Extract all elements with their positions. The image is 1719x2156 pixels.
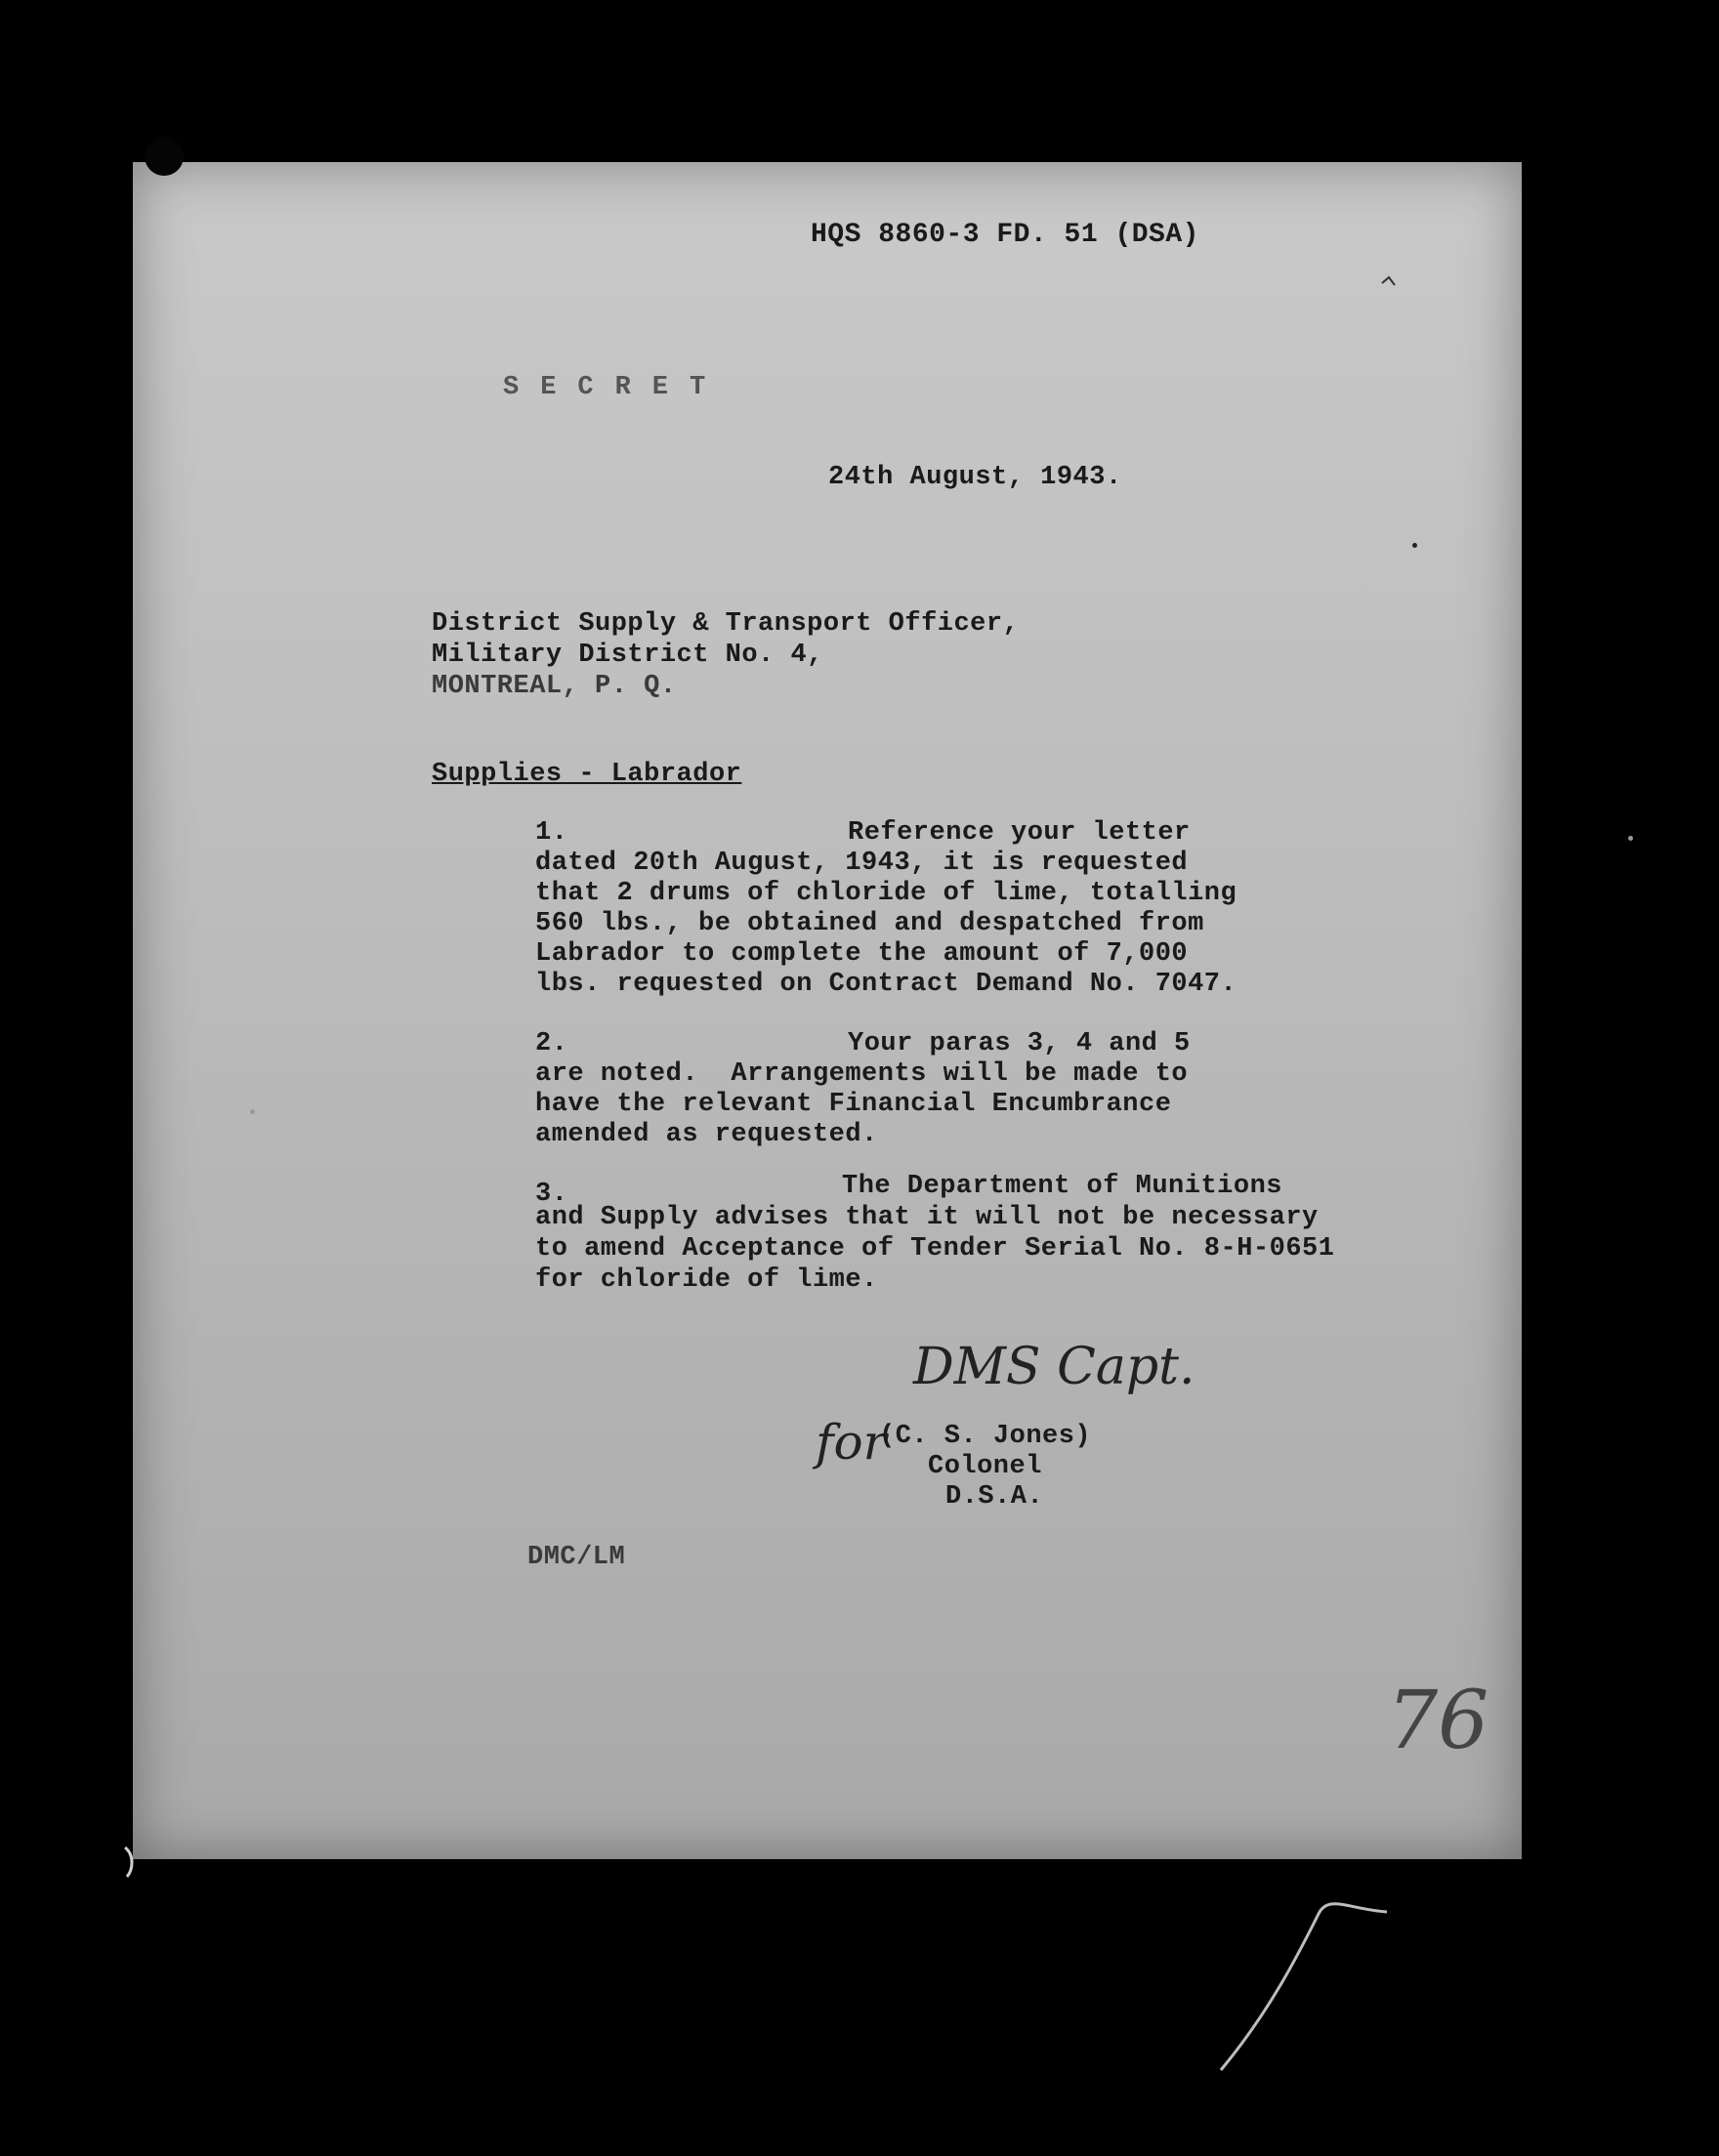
addressee-line-2: Military District No. 4, xyxy=(432,641,823,670)
page-number: 76 xyxy=(1387,1675,1489,1767)
paragraph-1-line: lbs. requested on Contract Demand No. 7047. xyxy=(535,970,1237,999)
paragraph-2-line: have the relevant Financial Encumbrance xyxy=(535,1090,1172,1119)
paragraph-3-line: and Supply advises that it will not be necessary xyxy=(535,1203,1319,1232)
paragraph-1-line: 560 lbs., be obtained and despatched from xyxy=(535,909,1204,938)
paragraph-2-number: 2. xyxy=(535,1029,568,1058)
letter-date: 24th August, 1943. xyxy=(828,463,1122,492)
handwritten-initials: DMS Capt. xyxy=(913,1338,1195,1396)
paragraph-1-line: dated 20th August, 1943, it is requested xyxy=(535,849,1189,878)
file-reference: HQS 8860-3 FD. 51 (DSA) xyxy=(811,220,1199,250)
paragraph-2-line: are noted. Arrangements will be made to xyxy=(535,1059,1189,1089)
signatory-rank: Colonel xyxy=(928,1452,1042,1481)
handwritten-for: for xyxy=(816,1414,887,1471)
scan-speck xyxy=(1628,836,1633,841)
paragraph-1-line: Labrador to complete the amount of 7,000 xyxy=(535,939,1189,969)
subject-line: Supplies - Labrador xyxy=(432,760,742,789)
paragraph-3-number: 3. xyxy=(535,1180,568,1209)
paragraph-2-first-line: Your paras 3, 4 and 5 xyxy=(848,1029,1191,1058)
signatory-office: D.S.A. xyxy=(945,1482,1044,1512)
paragraph-3-line: to amend Acceptance of Tender Serial No. 8-H-0651 xyxy=(535,1234,1335,1264)
addressee-line-3: MONTREAL, P. Q. xyxy=(432,672,677,701)
scan-speck xyxy=(1412,543,1417,548)
classification-label: SECRET xyxy=(503,373,728,402)
paragraph-2-line: amended as requested. xyxy=(535,1120,878,1149)
paragraph-1-first-line: Reference your letter xyxy=(848,818,1191,848)
paragraph-1-number: 1. xyxy=(535,818,568,848)
paragraph-3-line: for chloride of lime. xyxy=(535,1265,878,1295)
paragraph-3-first-line: The Department of Munitions xyxy=(842,1172,1282,1201)
typist-reference: DMC/LM xyxy=(527,1543,626,1572)
paragraph-1-line: that 2 drums of chloride of lime, totalling xyxy=(535,879,1237,908)
addressee-line-1: District Supply & Transport Officer, xyxy=(432,609,1020,639)
signatory-name: (C. S. Jones) xyxy=(879,1422,1092,1451)
scan-speck xyxy=(250,1109,255,1114)
